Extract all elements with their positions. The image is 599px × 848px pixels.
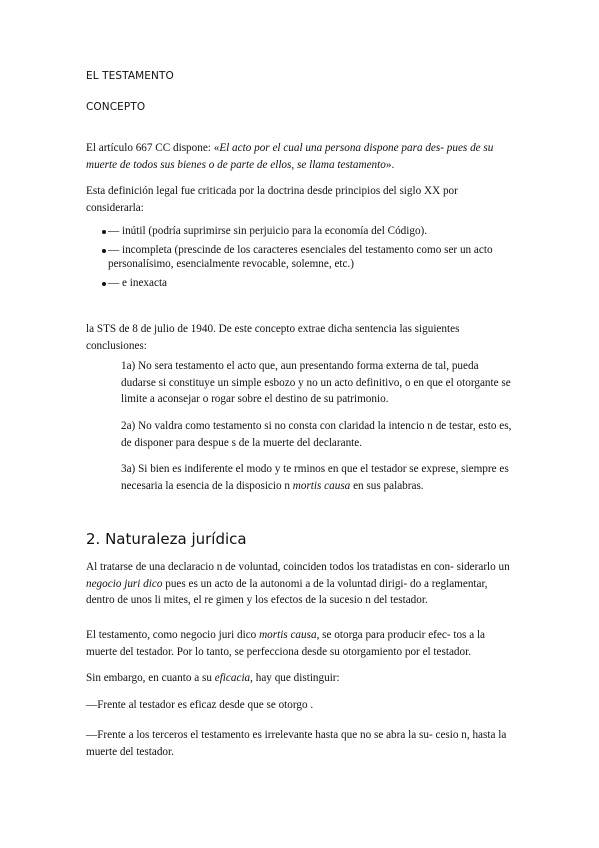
paragraph-text: , hay que distinguir: [250,672,340,684]
paragraph-definition-criticism: Esta definición legal fue criticada por la doctrina desde principios del siglo XX por considerarla: [86,185,458,214]
criticism-list [86,224,516,294]
paragraph-frente-testador: —Frente al testador es eficaz desde que se otorgo . [86,699,314,711]
paragraph-sts-1940: la STS de 8 de julio de 1940. De este concepto extrae dicha sentencia las siguientes conclusiones: [86,323,460,352]
paragraph-article-667 [86,140,516,173]
paragraph-mortis-causa [86,627,516,660]
paragraph-frente-terceros: —Frente a los terceros el testamento es irrelevante hasta que no se abra la su- cesio n, hasta la muerte del testador. [86,729,507,758]
list-item-text: — inútil (podría suprimirse sin perjuicio para la economía del Código). [108,225,428,237]
list-item-text: — e inexacta [108,276,168,289]
paragraph-text: Sin embargo, en cuanto a su [86,672,215,684]
article-quote: El acto por el cual una persona dispone para des- pues de su muerte de todos sus bienes o de parte de ellos, se llama testamento [86,142,494,171]
list-item [86,276,516,291]
conclusion-2: 2a) No valdra como testamento si no consta con claridad la intencio n de testar, esto es, de disponer para despue s de la muerte del declarante. [121,420,512,449]
conclusion-text: 3a) Si bien es indiferente el modo y te rminos en que el testador se exprese, siempre es necesaria la esencia de la disposicio n [121,463,509,492]
italic-term: negocio juri dico [86,577,163,590]
paragraph-text: Al tratarse de una declaracio n de voluntad, coinciden todos los tratadistas en con- siderarlo un [86,561,510,573]
conclusion-1: 1a) No sera testamento el acto que, aun presentando forma externa de tal, pueda dudarse si constituye un simple esbozo y no un acto definitivo, o en que el otorgante se limite a aconsejar o rogar sobre el destino de su patrimonio. [121,360,511,405]
section-heading-naturaleza: 2. Naturaleza jurídica [86,530,247,548]
paragraph-text: pues es un acto de la autonomi a de la voluntad dirigi- do a reglamentar, dentro de unos li mites, el re gimen y los efectos de la sucesio n del testador. [86,577,488,606]
italic-term: eficacia [214,672,251,684]
conclusion-3 [121,461,516,494]
section-heading-concepto: CONCEPTO [86,101,146,113]
document-title: EL TESTAMENTO [86,70,174,82]
paragraph-negocio-juridico [86,559,516,609]
paragraph-text: , se otorga para producir efec- tos a la muerte del testador. Por lo tanto, se perfecciona desde su otorgamiento por el testador. [86,629,486,658]
paragraph-text: ». [385,158,395,171]
list-item [86,243,516,272]
italic-term: mortis causa [292,479,351,492]
bullet-icon [102,249,106,253]
conclusion-text: en sus palabras. [350,479,424,492]
bullet-icon [102,282,106,286]
bullet-icon [102,230,106,234]
paragraph-eficacia [86,670,516,687]
list-item [86,224,516,239]
paragraph-text: El testamento, como negocio juri dico [86,629,260,641]
italic-term: mortis causa [259,629,317,641]
list-item-text: — incompleta (prescinde de los caracteres esenciales del testamento como ser un acto personalísimo, esencialmente revocable, solemne, etc.) [108,243,493,271]
paragraph-text: El artículo 667 CC dispone: « [86,142,220,154]
